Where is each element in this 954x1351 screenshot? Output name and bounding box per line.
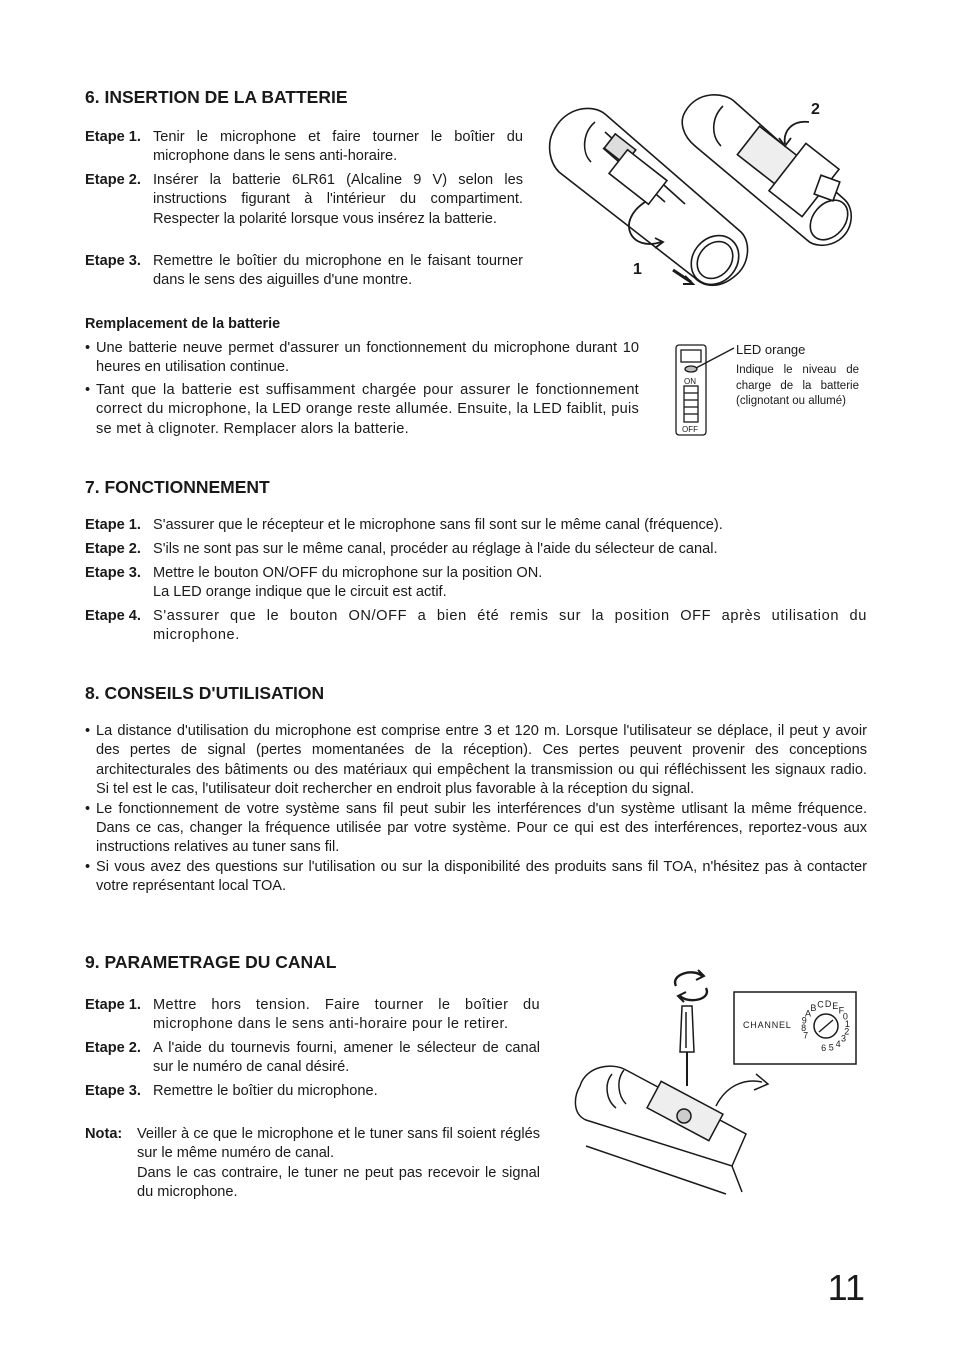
step-label: Etape 3. <box>85 253 141 269</box>
dial-digit: 4 <box>835 1039 841 1049</box>
step-text-group <box>153 564 867 603</box>
step-text: A l'aide du tournevis fourni, amener le sélecteur de canal sur le numéro de canal désiré. <box>153 1040 540 1076</box>
nota-text-group <box>137 1125 540 1203</box>
figure-label-1: 1 <box>633 261 642 278</box>
dial-digit: 2 <box>844 1026 850 1037</box>
dial-digit: D <box>824 999 832 1010</box>
step-text: Mettre hors tension. Faire tourner le boîtier du microphone dans le sens anti-horaire pour le retirer. <box>153 997 540 1033</box>
sec7-step-3 <box>85 564 867 603</box>
dial-digit: 8 <box>801 1022 807 1033</box>
led-description: Indique le niveau de charge de la batterie (clignotant ou allumé) <box>736 364 859 407</box>
step-text: Mettre le bouton ON/OFF du microphone sur la position ON. <box>153 565 543 581</box>
step-label: Etape 1. <box>85 997 141 1013</box>
sec9-step-1 <box>85 996 540 1035</box>
section-9-title: 9. PARAMETRAGE DU CANAL <box>85 952 337 972</box>
step-text: S'ils ne sont pas sur le même canal, procéder au réglage à l'aide du sélecteur de canal. <box>153 541 718 557</box>
sec9-step-3 <box>85 1082 540 1101</box>
replacement-bullets <box>85 339 639 439</box>
dial-digit: 7 <box>803 1030 809 1041</box>
nota-text-2: Dans le cas contraire, le tuner ne peut pas recevoir le signal du microphone. <box>137 1164 540 1201</box>
step-label: Etape 1. <box>85 129 141 145</box>
battery-insertion-illustration <box>545 92 865 302</box>
nota-label: Nota: <box>85 1126 123 1142</box>
dial-digit: A <box>805 1008 812 1019</box>
sec7-step-1 <box>85 516 867 535</box>
dial-digit: 0 <box>842 1011 848 1022</box>
step-text: Insérer la batterie 6LR61 (Alcaline 9 V) selon les instructions figurant à l'intérieur du compartiment. Respecter la polarité lorsque vous insérez la batterie. <box>153 172 523 227</box>
sec7-step-4 <box>85 607 867 646</box>
step-label: Etape 2. <box>85 541 141 557</box>
usage-tips-list <box>85 722 867 897</box>
sec6-step-1 <box>85 128 523 167</box>
step-text: S'assurer que le bouton ON/OFF a bien été remis sur la position OFF après utilisation du microphone. <box>153 608 867 644</box>
section-8-title: 8. CONSEILS D'UTILISATION <box>85 683 325 703</box>
dial-digit: 1 <box>844 1019 850 1030</box>
list-item: • Si vous avez des questions sur l'utilisation ou sur la disponibilité des produits sans fil TOA, n'hésitez pas à contacter votre représentant local TOA. <box>85 858 867 897</box>
list-item: • Une batterie neuve permet d'assurer un fonctionnement du microphone durant 10 heures en utilisation continue. <box>85 339 639 378</box>
step-label: Etape 2. <box>85 1040 141 1056</box>
dial-digit: 3 <box>841 1033 847 1044</box>
replacement-subtitle: Remplacement de la batterie <box>85 316 281 332</box>
section-7-title: 7. FONCTIONNEMENT <box>85 477 270 497</box>
figure-label-2: 2 <box>811 101 820 118</box>
channel-label: CHANNEL <box>743 1020 792 1030</box>
nota-text-1: Veiller à ce que le microphone et le tuner sans fil soient réglés sur le même numéro de canal. <box>137 1126 540 1162</box>
sec7-step-2 <box>85 540 867 559</box>
step-text: S'assurer que le récepteur et le microphone sans fil sont sur le même canal (fréquence). <box>153 517 723 533</box>
dial-digit: 9 <box>801 1015 807 1026</box>
dial-digit: B <box>810 1003 817 1013</box>
step-label: Etape 4. <box>85 608 141 624</box>
page-number: 11 <box>827 1267 865 1308</box>
step-label: Etape 1. <box>85 517 141 533</box>
led-off-label: OFF <box>682 425 698 434</box>
nota-block <box>85 1125 540 1203</box>
step-label: Etape 3. <box>85 1083 141 1099</box>
channel-setting-illustration <box>566 966 866 1196</box>
sec6-step-2 <box>85 171 523 229</box>
list-item: • Tant que la batterie est suffisamment chargée pour assurer le fonctionnement correct du microphone, la LED orange reste allumée. Ensuite, la LED faiblit, puis se met à clignoter. Remplacer alors la batterie. <box>85 381 639 439</box>
dial-digit: 5 <box>828 1042 834 1053</box>
step-text: Remettre le boîtier du microphone. <box>153 1083 378 1099</box>
section-6-title: 6. INSERTION DE LA BATTERIE <box>85 87 348 107</box>
dial-digit: F <box>838 1005 845 1016</box>
led-on-label: ON <box>684 377 696 386</box>
led-title: LED orange <box>736 342 806 357</box>
list-item: • La distance d'utilisation du microphone est comprise entre 3 et 120 m. Lorsque l'utilisateur se déplace, il peut y avoir des pertes de signal (pertes momentanées de la réception). Ces pertes peuvent provenir des conceptions architecturales des bâtiments ou des matériaux qui empêchent la transmission ou qui réfléchissent les signaux radio. Si tel est le cas, l'utilisateur doit rechercher en endroit plus favorable à la réception du signal. <box>85 722 867 800</box>
led-switch-illustration <box>672 342 736 438</box>
step-label: Etape 3. <box>85 565 141 581</box>
dial-digit: 6 <box>821 1042 827 1053</box>
dial-digit: C <box>817 999 824 1010</box>
list-item: • Le fonctionnement de votre système sans fil peut subir les interférences d'un système utlisant la même fréquence. Dans ce cas, changer la fréquence utilisée par votre système. Pour ce qui est des interférences, reportez-vous aux instructions relatives au tuner sans fil. <box>85 800 867 858</box>
dial-digit: E <box>832 1001 839 1012</box>
sec9-step-2 <box>85 1039 540 1078</box>
step-text-2: La LED orange indique que le circuit est actif. <box>153 584 447 601</box>
step-text: Remettre le boîtier du microphone en le faisant tourner dans le sens des aiguilles d'une montre. <box>153 253 523 289</box>
step-label: Etape 2. <box>85 172 141 188</box>
sec6-step-3 <box>85 252 523 291</box>
step-text: Tenir le microphone et faire tourner le boîtier du microphone dans le sens anti-horaire. <box>153 129 523 165</box>
